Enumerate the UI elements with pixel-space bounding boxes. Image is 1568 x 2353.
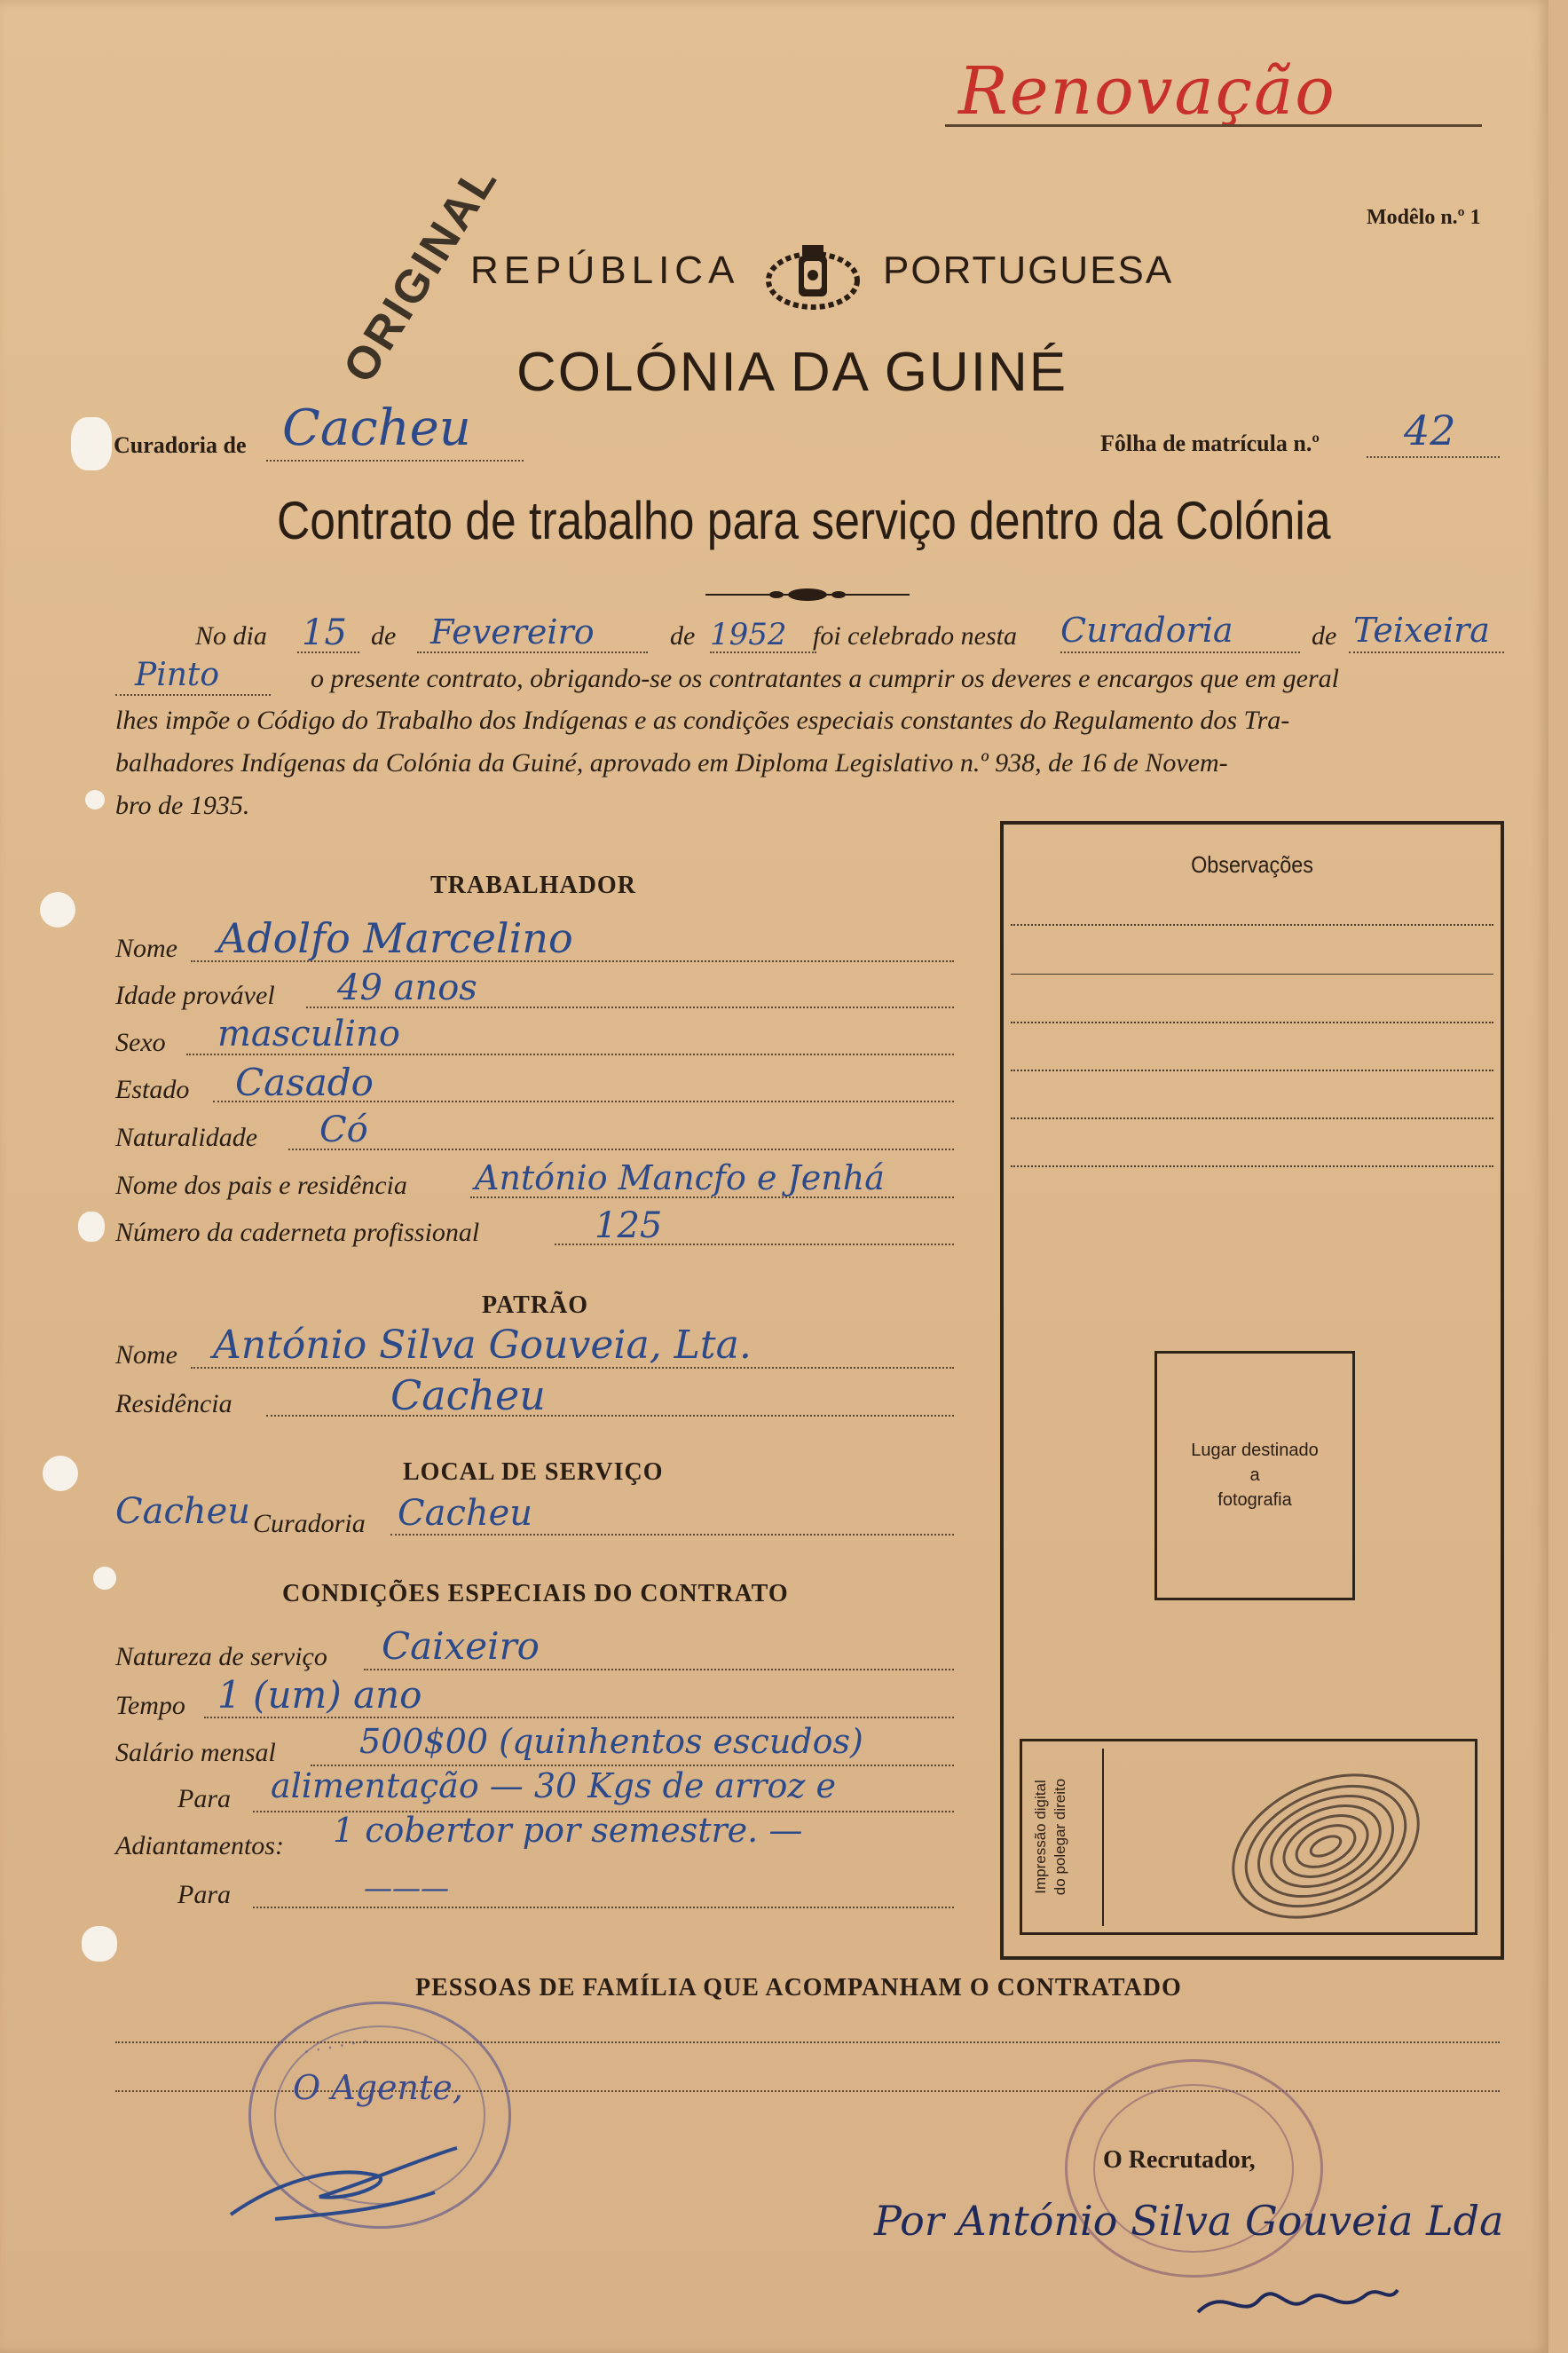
punch-hole [71,417,112,470]
punch-hole [78,1212,105,1242]
worker-heading: TRABALHADOR [430,872,636,899]
thumbprint-label [1031,1750,1070,1923]
observation-line [1011,1117,1493,1119]
para1-label: Para [177,1784,231,1813]
intro-month: Fevereiro [430,612,595,651]
town-line [1349,651,1504,653]
intro-place: Curadoria [1060,611,1233,650]
service-local: Cacheu [115,1491,251,1532]
colony-title: COLÓNIA DA GUINÉ [516,342,1068,403]
intro-line3: lhes impõe o Código do Trabalho dos Indígenas e as condições especiais constantes do Regulamento dos Tra- [115,706,1290,735]
thumbprint-box [1020,1739,1477,1935]
nature-value: Caixeiro [382,1624,540,1668]
worker-origin: Có [319,1109,368,1150]
employer-res-label: Residência [115,1389,232,1418]
employer-name-label: Nome [115,1340,177,1370]
curadoria-value: Cacheu [282,399,471,457]
intro-celebrado: foi celebrado nesta [813,621,1017,651]
folha-value: 42 [1404,407,1456,454]
salary-label: Salário mensal [115,1738,276,1767]
punch-hole [93,1567,116,1590]
worker-parents: António Mancfo e Jenhá [475,1158,885,1197]
intro-year: 1952 [710,617,787,652]
town-line-2 [115,694,271,696]
worker-sex-label: Sexo [115,1028,166,1057]
thumbprint-label-line: Impressão digital [1032,1780,1049,1894]
para2-line [253,1907,954,1908]
punch-hole [82,1926,117,1962]
folha-label: Fôlha de matrícula n.º [1100,430,1320,456]
intro-line2: o presente contrato, obrigando-se os contratantes a cumprir os deveres e encargos que em geral [311,664,1339,693]
worker-sex: masculino [217,1014,400,1054]
worker-booklet: 125 [595,1205,663,1246]
worker-booklet-label: Número da caderneta profissional [115,1218,480,1247]
punch-hole [85,790,105,809]
duration-value: 1 (um) ano [217,1673,422,1717]
punch-hole [40,892,75,928]
observation-line [1011,1022,1493,1023]
observations-box [1000,821,1504,1960]
renewal-note: Renovação [958,53,1336,130]
observation-line [1011,974,1493,975]
worker-age: 49 anos [337,967,477,1008]
worker-parents-label: Nome dos pais e residência [115,1171,407,1200]
intro-line4: balhadores Indígenas da Colónia da Guiné, aprovado em Diploma Legislativo n.º 938, de 16 de Novem- [115,748,1228,778]
duration-label: Tempo [115,1691,185,1720]
republic-left: REPÚBLICA [470,249,740,292]
place-line [1060,651,1300,653]
agent-label: O Agente, [293,2068,463,2107]
photo-label-line: Lugar destinado [1191,1441,1319,1460]
original-stamp: ORIGINAL [333,154,508,392]
para2-value: ——— [364,1871,449,1905]
observation-line [1011,924,1493,926]
nature-line [364,1669,954,1670]
curadoria-line [266,460,524,462]
intro-line5: bro de 1935. [115,791,250,820]
month-line [417,651,648,653]
worker-name-label: Nome [115,934,177,963]
intro-town-b: Pinto [135,657,220,693]
nature-label: Natureza de serviço [115,1642,327,1671]
intro-town-a: Teixeira [1353,611,1490,650]
advances-value: 1 cobertor por semestre. — [333,1811,803,1850]
recruiter-signature [1189,2268,1402,2339]
worker-origin-label: Naturalidade [115,1123,258,1152]
salary-value: 500$00 (quinhentos escudos) [359,1722,863,1761]
intro-de3: de [1312,621,1337,651]
service-heading: LOCAL DE SERVIÇO [403,1458,664,1486]
observations-heading: Observações [1191,851,1313,878]
para1-value: alimentação — 30 Kgs de arroz e [271,1766,836,1805]
intro-no-dia: No dia [195,621,267,651]
employer-res-line [266,1415,954,1417]
advances-label: Adiantamentos: [115,1831,284,1860]
worker-name: Adolfo Marcelino [217,914,573,962]
observation-line [1011,1070,1493,1071]
model-number: Modêlo n.º 1 [1367,206,1481,229]
service-curadoria-line [390,1534,954,1536]
agent-signature [222,2130,470,2237]
worker-status: Casado [235,1061,374,1104]
photo-label-line: a [1249,1465,1260,1485]
photo-box [1154,1351,1355,1600]
intro-day: 15 [302,612,347,653]
ornament-divider [705,586,910,604]
service-curadoria: Cacheu [398,1493,533,1534]
punch-hole [43,1456,78,1491]
service-curadoria-label: Curadoria [253,1509,366,1538]
intro-de2: de [670,621,696,651]
photo-label [1157,1438,1352,1512]
recruiter-label: O Recrutador, [1103,2146,1256,2174]
recruiter-signature-text: Por António Silva Gouveia Lda [874,2197,1504,2245]
intro-de1: de [371,621,397,651]
folha-line [1367,456,1500,458]
contract-title: Contrato de trabalho para serviço dentro da Colónia [277,491,1331,550]
conditions-heading: CONDIÇÕES ESPECIAIS DO CONTRATO [282,1580,789,1607]
thumbprint-mark [1102,1749,1459,1926]
thumbprint-label-line: do polegar direito [1052,1778,1068,1896]
worker-status-label: Estado [115,1075,190,1104]
curadoria-label: Curadoria de [114,432,247,458]
worker-age-label: Idade provável [115,981,275,1010]
duration-line [204,1717,954,1718]
svg-text:· · · · · ·: · · · · · · [301,2028,371,2062]
observation-line [1011,1165,1493,1167]
family-heading: PESSOAS DE FAMÍLIA QUE ACOMPANHAM O CONTRATADO [415,1974,1182,2002]
para2-label: Para [177,1880,231,1909]
employer-heading: PATRÃO [482,1291,589,1319]
worker-origin-line [288,1149,954,1150]
republic-right: PORTUGUESA [883,249,1174,292]
coat-of-arms-icon [765,240,861,316]
employer-name: António Silva Gouveia, Lta. [213,1323,752,1368]
renewal-underline [945,124,1482,127]
employer-res: Cacheu [390,1371,546,1419]
photo-label-line: fotografia [1217,1490,1292,1510]
